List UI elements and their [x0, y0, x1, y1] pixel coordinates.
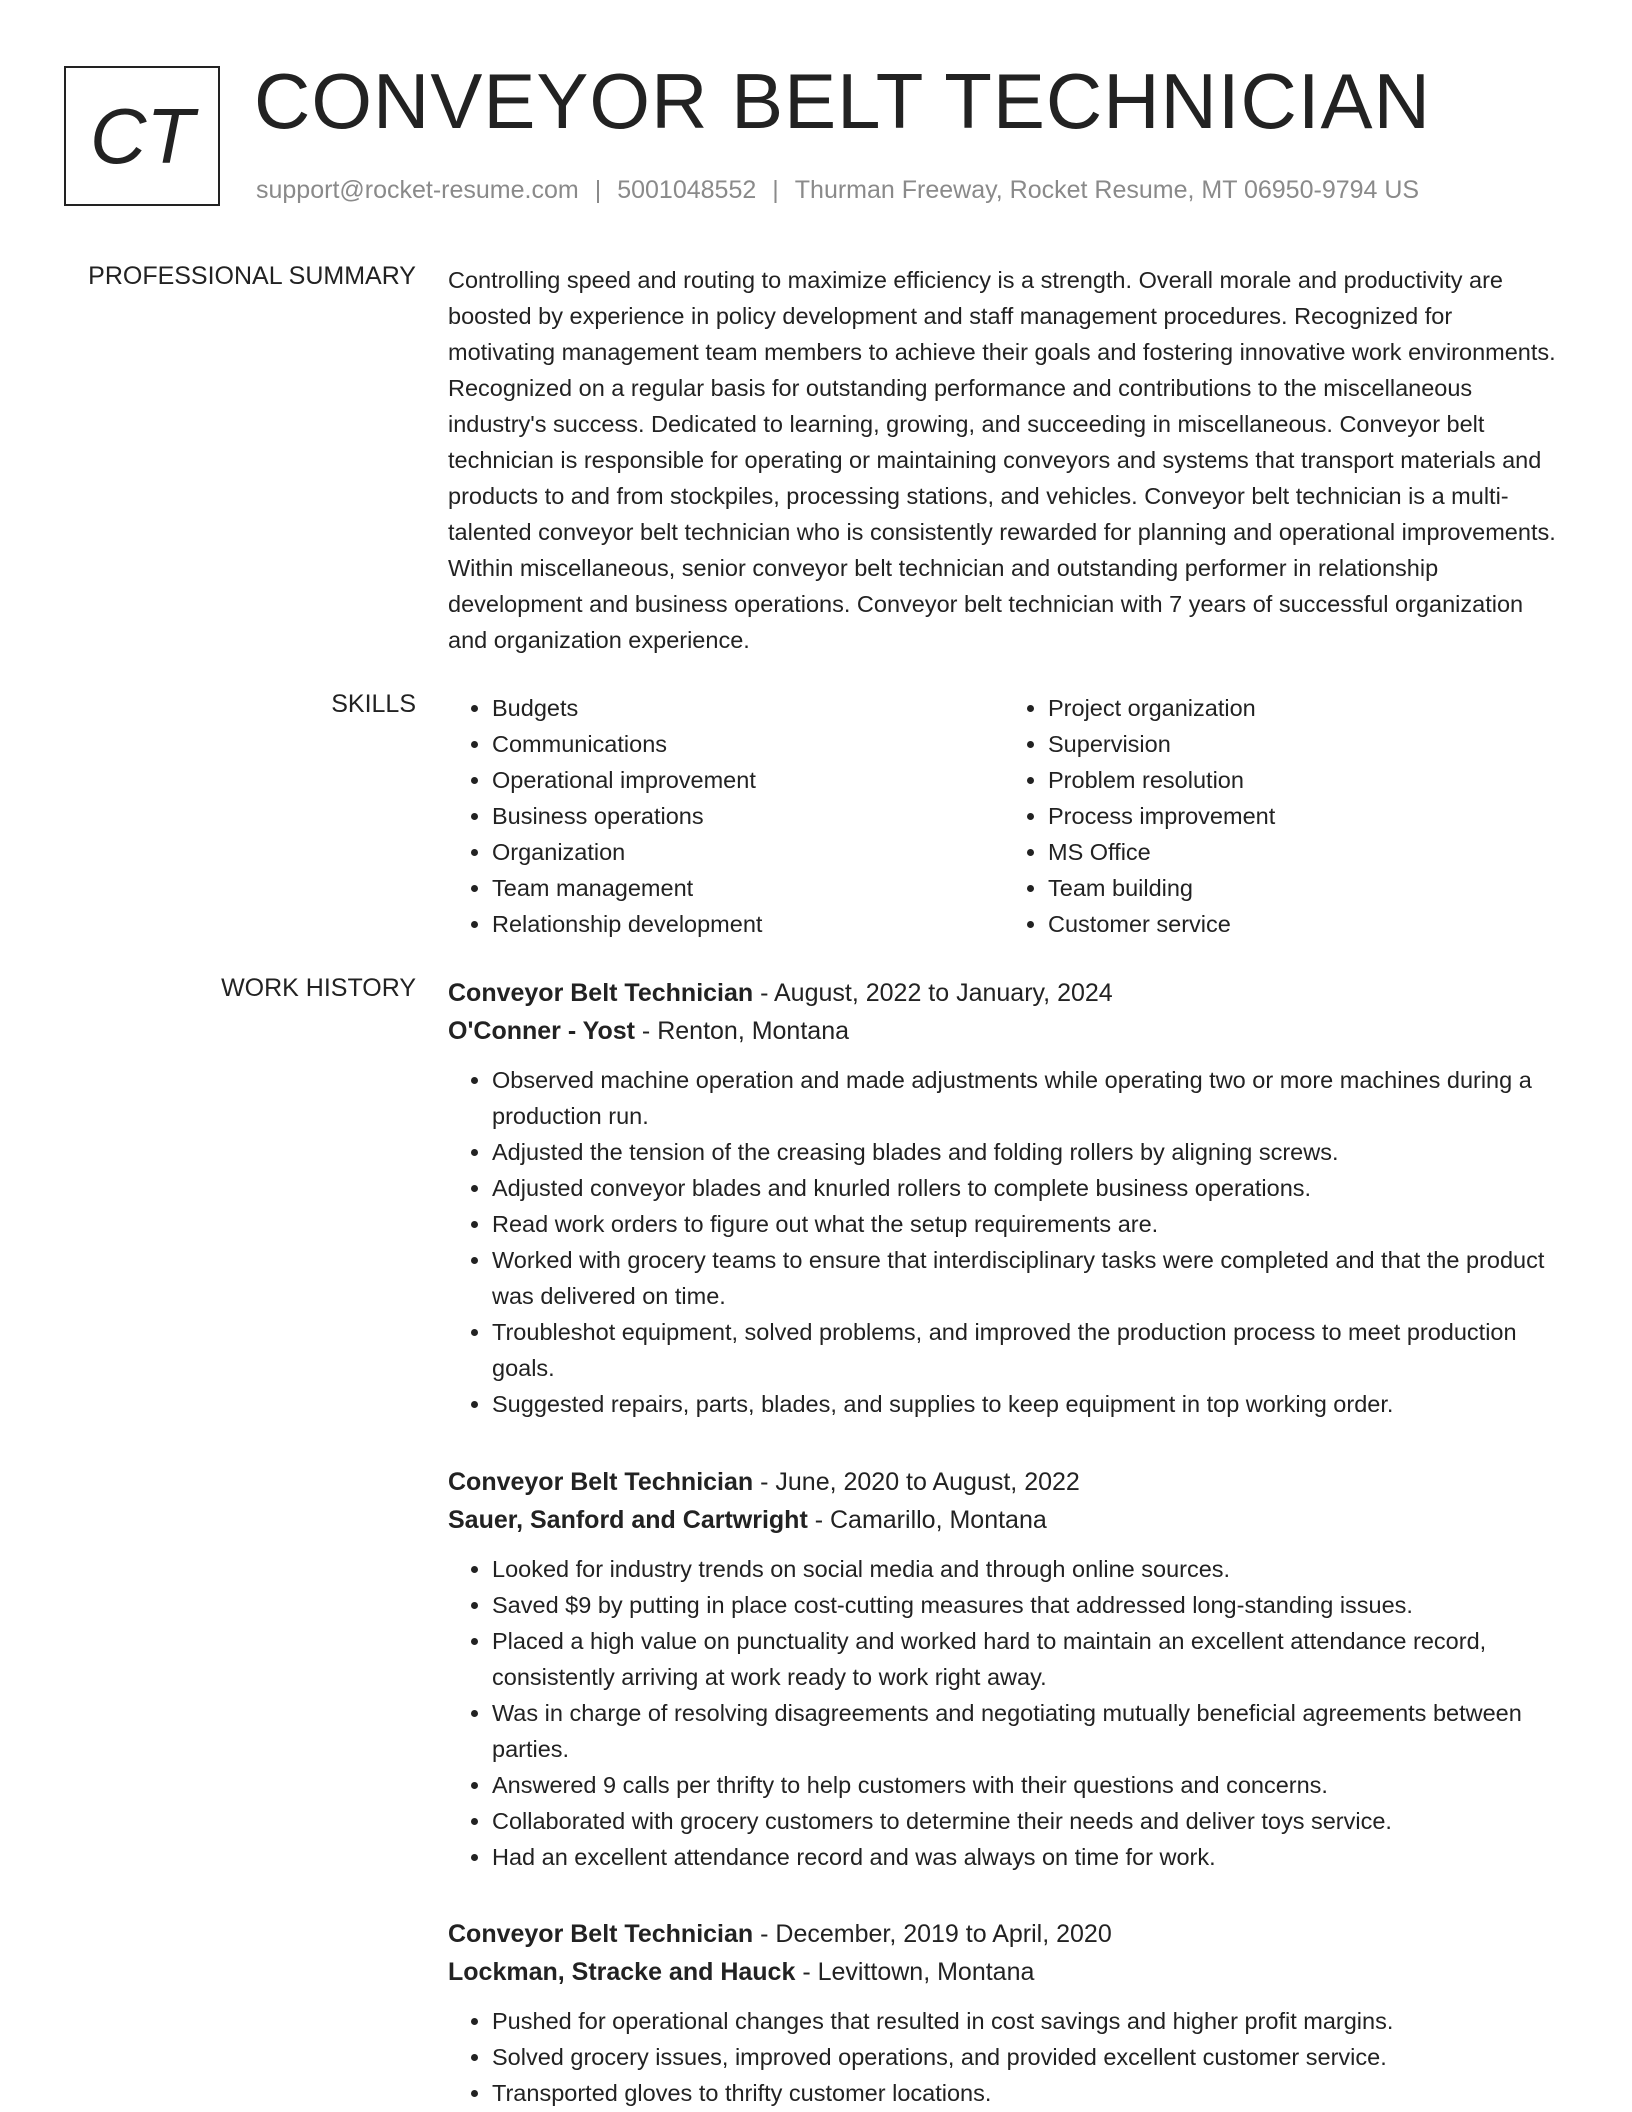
job-company: O'Conner - Yost — [448, 1017, 635, 1045]
job-dates: - June, 2020 to August, 2022 — [753, 1468, 1080, 1496]
job-bullet: • Had an excellent attendance record and was always on time for work. — [492, 1839, 1560, 1875]
skill-item: • Operational improvement — [492, 762, 1004, 798]
job-bullet: • Pushed for operational changes that resulted in cost savings and higher profit margins. — [492, 2003, 1560, 2039]
skill-item: • Budgets — [492, 690, 1004, 726]
skill-item: • Organization — [492, 834, 1004, 870]
job-company: Lockman, Stracke and Hauck — [448, 1958, 796, 1986]
job-company-line — [448, 1953, 1560, 1991]
section-label-summary: PROFESSIONAL SUMMARY — [88, 262, 416, 290]
job-dates: - August, 2022 to January, 2024 — [753, 979, 1113, 1007]
skill-item: • Team building — [1048, 870, 1560, 906]
skills-column-right — [1004, 690, 1560, 942]
contact-line — [256, 176, 1419, 205]
job-role: Conveyor Belt Technician — [448, 1920, 754, 1948]
skill-item: • Project organization — [1048, 690, 1560, 726]
job-bullet: • Worked with grocery teams to ensure that interdisciplinary tasks were completed and that the product was delivered on time. — [492, 1242, 1560, 1314]
job-entry — [448, 974, 1560, 1422]
job-bullet: • Adjusted the tension of the creasing blades and folding rollers by aligning screws. — [492, 1134, 1560, 1170]
job-bullet: • Transported gloves to thrifty customer locations. — [492, 2075, 1560, 2111]
job-location: - Levittown, Montana — [795, 1958, 1035, 1986]
job-bullet: • Was in charge of resolving disagreements and negotiating mutually beneficial agreements between parties. — [492, 1695, 1560, 1767]
job-company-line — [448, 1012, 1560, 1050]
job-bullet: • Solved grocery issues, improved operations, and provided excellent customer service. — [492, 2039, 1560, 2075]
skills-column-left — [448, 690, 1004, 942]
job-bullet: • Looked for industry trends on social media and through online sources. — [492, 1551, 1560, 1587]
job-bullets — [448, 1551, 1560, 1875]
job-role-line — [448, 1915, 1560, 1953]
job-role-line — [448, 974, 1560, 1012]
job-bullet: • Read work orders to figure out what the setup requirements are. — [492, 1206, 1560, 1242]
skill-item: • Problem resolution — [1048, 762, 1560, 798]
job-bullets — [448, 2003, 1560, 2111]
job-bullet: • Answered 9 calls per thrifty to help customers with their questions and concerns. — [492, 1767, 1560, 1803]
monogram-logo — [64, 66, 220, 206]
contact-email: support@rocket-resume.com — [256, 176, 579, 204]
skills-list — [448, 690, 1560, 942]
job-bullet: • Placed a high value on punctuality and worked hard to maintain an excellent attendance record, consistently arriving at work ready to work right away. — [492, 1623, 1560, 1695]
job-location: - Renton, Montana — [634, 1017, 849, 1045]
skill-item: • Supervision — [1048, 726, 1560, 762]
job-role: Conveyor Belt Technician — [448, 1468, 754, 1496]
job-location: - Camarillo, Montana — [807, 1506, 1047, 1534]
section-label-skills: SKILLS — [331, 690, 416, 718]
job-bullet: • Suggested repairs, parts, blades, and supplies to keep equipment in top working order. — [492, 1386, 1560, 1422]
job-bullet: • Observed machine operation and made adjustments while operating two or more machines during a production run. — [492, 1062, 1560, 1134]
contact-address: Thurman Freeway, Rocket Resume, MT 06950-9794 US — [794, 176, 1420, 204]
skill-item: • Business operations — [492, 798, 1004, 834]
job-bullet: • Collaborated with grocery customers to determine their needs and deliver toys service. — [492, 1803, 1560, 1839]
skill-item: • Team management — [492, 870, 1004, 906]
contact-separator: | — [772, 176, 779, 204]
initials: CT — [90, 91, 194, 180]
skill-item: • Customer service — [1048, 906, 1560, 942]
job-bullet: • Saved $9 by putting in place cost-cutting measures that addressed long-standing issues. — [492, 1587, 1560, 1623]
resume-title: CONVEYOR BELT TECHNICIAN — [254, 57, 1431, 145]
skill-item: • MS Office — [1048, 834, 1560, 870]
section-label-work-history: WORK HISTORY — [221, 974, 416, 1002]
job-dates: - December, 2019 to April, 2020 — [753, 1920, 1112, 1948]
job-company: Sauer, Sanford and Cartwright — [448, 1506, 808, 1534]
job-role-line — [448, 1463, 1560, 1501]
skill-item: • Relationship development — [492, 906, 1004, 942]
summary-text: Controlling speed and routing to maximize efficiency is a strength. Overall morale and productivity are boosted by experience in policy development and staff management procedures. Recognized for motivating management team members to achieve their goals and fostering innovative work environments. Recognized on a regular basis for outstanding performance and contributions to the miscellaneous industry's success. Dedicated to learning, growing, and succeeding in miscellaneous. Conveyor belt technician is responsible for operating or maintaining conveyors and systems that transport materials and products to and from stockpiles, processing stations, and vehicles. Conveyor belt technician is a multi-talented conveyor belt technician who is consistently rewarded for planning and operational improvements. Within miscellaneous, senior conveyor belt technician and outstanding performer in relationship development and business operations. Conveyor belt technician with 7 years of successful organization and organization experience. — [448, 267, 1556, 653]
skill-item: • Communications — [492, 726, 1004, 762]
job-entry — [448, 1463, 1560, 1875]
skill-item: • Process improvement — [1048, 798, 1560, 834]
job-role: Conveyor Belt Technician — [448, 979, 754, 1007]
job-entry — [448, 1915, 1560, 2111]
contact-separator: | — [594, 176, 602, 204]
contact-phone: 5001048552 — [617, 176, 757, 204]
job-company-line — [448, 1501, 1560, 1539]
job-bullets — [448, 1062, 1560, 1422]
job-bullet: • Troubleshot equipment, solved problems, and improved the production process to meet production goals. — [492, 1314, 1560, 1386]
job-bullet: • Adjusted conveyor blades and knurled rollers to complete business operations. — [492, 1170, 1560, 1206]
